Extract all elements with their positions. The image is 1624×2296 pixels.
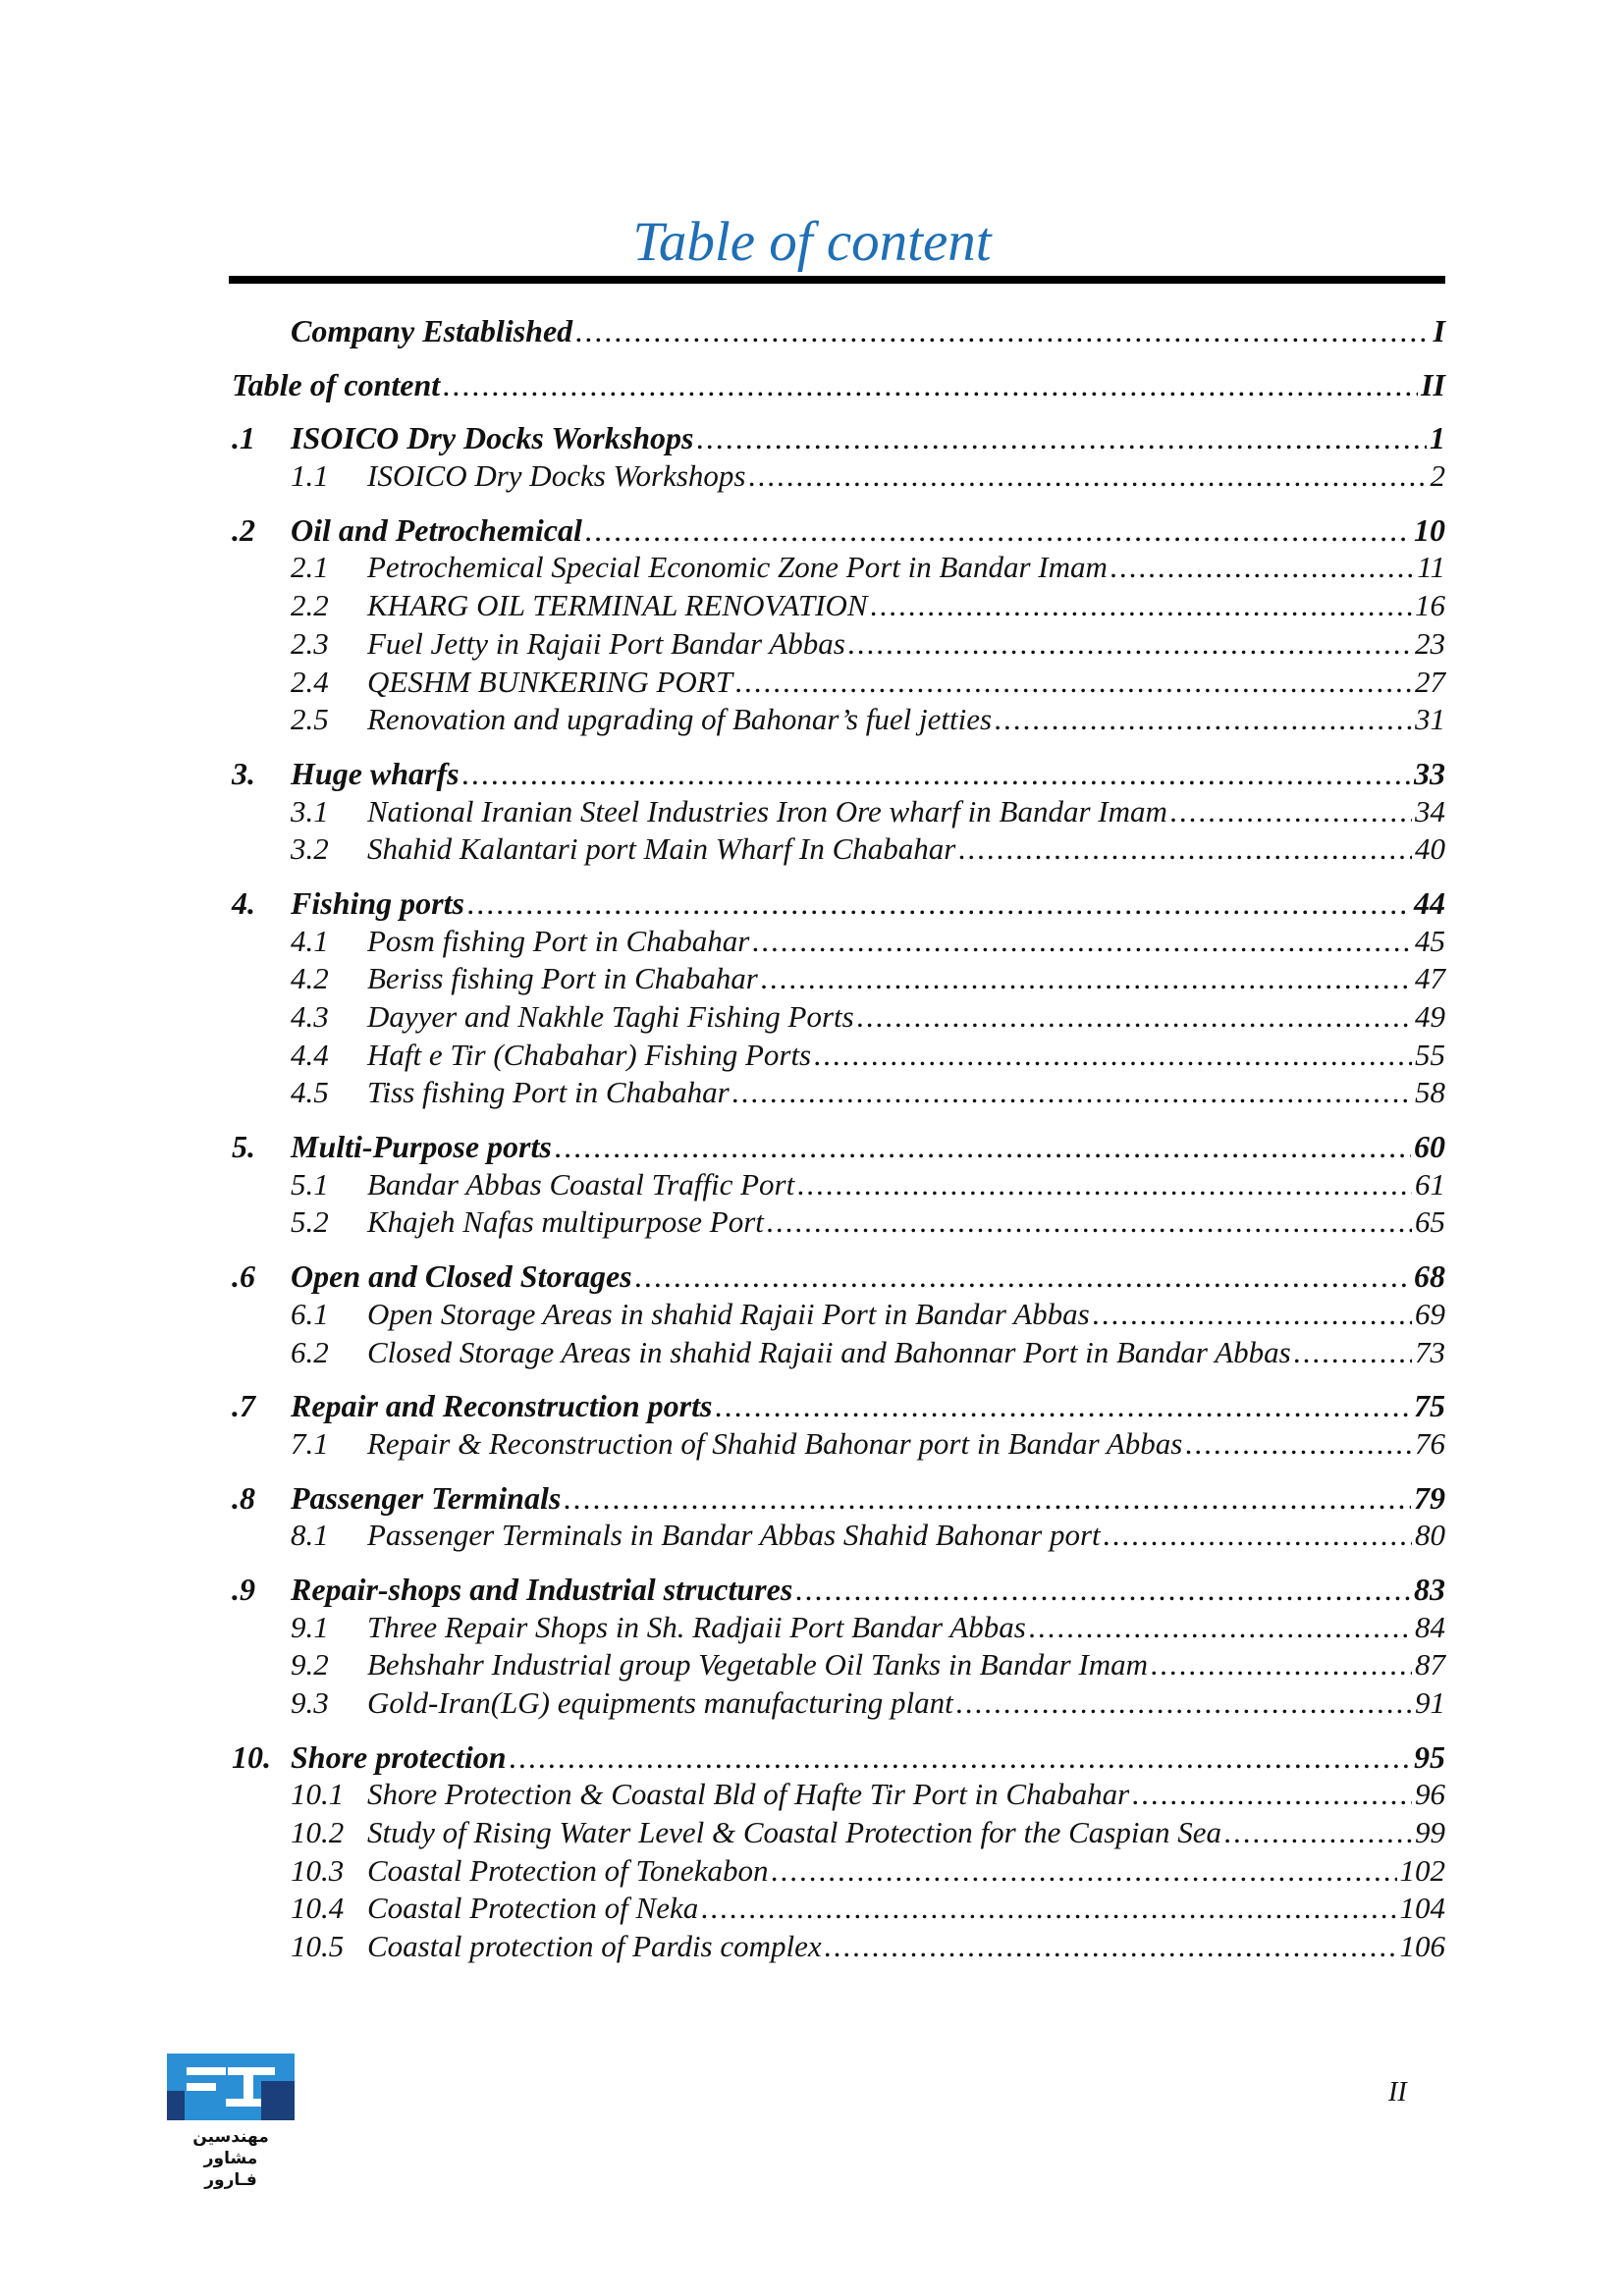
toc-entry-number: .2	[232, 511, 255, 548]
toc-entry-number: 10.3	[291, 1852, 345, 1888]
toc-entry-title: National Iranian Steel Industries Iron Ore wharf in Bandar Imam	[367, 793, 1167, 828]
toc-entry-page: 80	[1415, 1518, 1445, 1553]
toc-entry-page: 69	[1415, 1296, 1445, 1331]
toc-entry-page: 95	[1414, 1738, 1445, 1775]
toc-dot-leader	[748, 457, 1427, 496]
toc-dot-leader	[1093, 1296, 1412, 1334]
toc-entry[interactable]	[232, 457, 1445, 496]
toc-entry-number: 9.2	[291, 1647, 329, 1682]
toc-entry[interactable]	[232, 1609, 1445, 1647]
toc-dot-leader	[1151, 1646, 1412, 1684]
toc-entry-number: .9	[232, 1571, 255, 1607]
toc-entry-title: Petrochemical Special Economic Zone Port in Bandar Imam	[367, 550, 1108, 585]
logo-text	[167, 2126, 295, 2191]
toc-entry-page: 60	[1414, 1129, 1445, 1165]
toc-entry-number: 4.4	[291, 1037, 329, 1072]
toc-entry[interactable]	[232, 1852, 1445, 1891]
toc-entry-title: Renovation and upgrading of Bahonar’s fuel jetties	[367, 702, 993, 737]
toc-entry-title: ISOICO Dry Docks Workshops	[291, 420, 694, 456]
toc-entry[interactable]	[232, 1166, 1445, 1204]
toc-dot-leader	[871, 587, 1412, 625]
toc-entry-page: 33	[1414, 755, 1445, 791]
toc-entry-title: Khajeh Nafas multipurpose Port	[367, 1204, 764, 1240]
toc-entry-title: KHARG OIL TERMINAL RENOVATION	[367, 588, 868, 623]
toc-entry-page: 2	[1430, 458, 1445, 494]
toc-dot-leader	[1170, 793, 1412, 831]
toc-dot-leader	[1224, 1814, 1412, 1852]
toc-entry-page: 45	[1415, 923, 1445, 958]
toc-entry[interactable]	[232, 511, 1445, 550]
toc-entry[interactable]	[232, 1479, 1445, 1518]
toc-dot-leader	[732, 1074, 1412, 1112]
toc-entry[interactable]	[232, 1776, 1445, 1814]
toc-entry-number: 3.1	[291, 793, 329, 828]
toc-entry-title: Dayyer and Nakhle Taghi Fishing Ports	[367, 999, 854, 1034]
toc-entry[interactable]	[232, 1814, 1445, 1852]
logo-text-line1: مهندسین مشاور	[192, 2127, 269, 2168]
toc-entry-title: Oil and Petrochemical	[291, 511, 582, 548]
toc-dot-leader	[635, 1257, 1411, 1296]
toc-dot-leader	[585, 511, 1411, 550]
toc-entry-number: 10.1	[291, 1777, 345, 1812]
toc-entry-number: 4.5	[291, 1075, 329, 1110]
toc-entry-number: 3.2	[291, 831, 329, 867]
toc-entry-page: 84	[1415, 1609, 1445, 1644]
toc-entry-number: 6.1	[291, 1296, 329, 1331]
toc-entry[interactable]	[232, 701, 1445, 739]
company-logo	[167, 2054, 295, 2120]
toc-entry-page: 1	[1430, 420, 1445, 456]
toc-dot-leader	[752, 923, 1412, 961]
toc-dot-leader	[958, 830, 1412, 869]
toc-entry-number: 5.2	[291, 1204, 329, 1240]
toc-entry-number: .1	[232, 420, 255, 456]
toc-entry[interactable]	[232, 664, 1445, 702]
toc-entry-title: Shahid Kalantari port Main Wharf In Chabahar	[367, 831, 956, 867]
toc-entry[interactable]	[232, 998, 1445, 1037]
toc-entry-title: Posm fishing Port in Chabahar	[367, 923, 750, 958]
toc-entry-page: 79	[1414, 1479, 1445, 1516]
toc-entry-page: 61	[1415, 1166, 1445, 1201]
toc-entry-page: 102	[1399, 1852, 1445, 1888]
toc-entry-page: 96	[1415, 1777, 1445, 1812]
toc-entry-number: 1.1	[291, 458, 329, 494]
toc-entry-title: Passenger Terminals in Bandar Abbas Shahid Bahonar port	[367, 1518, 1101, 1553]
toc-entry-title: Repair-shops and Industrial structures	[291, 1571, 793, 1607]
toc-entry-page: 16	[1415, 588, 1445, 623]
toc-entry-number: 9.1	[291, 1609, 329, 1644]
toc-entry-page: 27	[1415, 664, 1445, 699]
toc-entry[interactable]	[232, 923, 1445, 961]
toc-dot-leader	[795, 1571, 1411, 1609]
toc-entry[interactable]	[232, 1037, 1445, 1075]
toc-entry[interactable]	[232, 587, 1445, 625]
toc-entry-title: Coastal protection of Pardis complex	[367, 1929, 822, 1964]
toc-dot-leader	[825, 1928, 1397, 1966]
page-title: Table of content	[632, 211, 992, 273]
toc-entry-title: Multi-Purpose ports	[291, 1129, 552, 1165]
toc-entry[interactable]	[232, 1128, 1445, 1166]
toc-dot-leader	[575, 312, 1430, 350]
toc-entry-title: Open Storage Areas in shahid Rajaii Port in Bandar Abbas	[367, 1296, 1090, 1331]
toc-entry-page: 31	[1415, 702, 1445, 737]
toc-entry-title: Table of content	[232, 366, 441, 402]
toc-entry-number: 2.2	[291, 588, 329, 623]
toc-entry-page: 44	[1414, 884, 1445, 921]
toc-entry[interactable]	[232, 1387, 1445, 1425]
toc-entry-title: Haft e Tir (Chabahar) Fishing Ports	[367, 1037, 812, 1072]
toc-entry-number: .7	[232, 1388, 255, 1424]
toc-entry[interactable]	[232, 1571, 1445, 1609]
toc-dot-leader	[797, 1166, 1412, 1204]
toc-dot-leader	[1132, 1776, 1412, 1814]
toc-dot-leader	[995, 701, 1412, 739]
toc-entry[interactable]	[232, 884, 1445, 923]
toc-entry-title: QESHM BUNKERING PORT	[367, 664, 732, 699]
toc-entry-number: 3.	[232, 755, 255, 791]
toc-entry[interactable]	[232, 960, 1445, 998]
toc-dot-leader	[814, 1037, 1412, 1075]
toc-entry-page: 87	[1415, 1647, 1445, 1682]
toc-entry-title: Fishing ports	[291, 884, 464, 921]
toc-entry[interactable]	[232, 549, 1445, 587]
toc-dot-leader	[462, 755, 1411, 793]
toc-entry-number: 4.3	[291, 999, 329, 1034]
toc-entry-number: .6	[232, 1258, 255, 1295]
toc-entry-title: Three Repair Shops in Sh. Radjaii Port Bandar Abbas	[367, 1609, 1026, 1644]
toc-entry-title: Repair and Reconstruction ports	[291, 1388, 713, 1424]
toc-entry-page: 65	[1415, 1204, 1445, 1240]
toc-entry[interactable]	[232, 1738, 1445, 1777]
toc-entry-title: Closed Storage Areas in shahid Rajaii and Bahonnar Port in Bandar Abbas	[367, 1334, 1291, 1369]
toc-entry-number: 4.	[232, 884, 255, 921]
toc-entry-page: 49	[1415, 999, 1445, 1034]
toc-entry-number: 2.5	[291, 702, 329, 737]
toc-entry-page: 91	[1415, 1685, 1445, 1720]
toc-dot-leader	[771, 1852, 1396, 1891]
toc-entry[interactable]	[232, 1646, 1445, 1684]
toc-entry-number: 2.1	[291, 550, 329, 585]
toc-dot-leader	[555, 1128, 1411, 1166]
title-underline	[229, 276, 1445, 284]
toc-entry-page: 104	[1399, 1891, 1445, 1926]
toc-entry-title: Shore Protection & Coastal Bld of Hafte Tir Port in Chabahar	[367, 1777, 1130, 1812]
toc-entry-number: 10.5	[291, 1929, 345, 1964]
toc-dot-leader	[510, 1738, 1411, 1777]
toc-entry[interactable]	[232, 625, 1445, 664]
toc-entry-title: Coastal Protection of Neka	[367, 1891, 699, 1926]
toc-entry-page: 34	[1415, 793, 1445, 828]
toc-entry[interactable]	[232, 1203, 1445, 1242]
toc-entry-title: Bandar Abbas Coastal Traffic Port	[367, 1166, 795, 1201]
toc-entry-number: 10.4	[291, 1891, 345, 1926]
toc-entry-page: 58	[1415, 1075, 1445, 1110]
toc-dot-leader	[735, 664, 1412, 702]
toc-entry-title: Huge wharfs	[291, 755, 460, 791]
toc-entry-page: 99	[1415, 1815, 1445, 1850]
toc-entry-page: 83	[1414, 1571, 1445, 1607]
toc-entry-number: 8.1	[291, 1518, 329, 1553]
toc-entry-number: 7.1	[291, 1425, 329, 1461]
logo-text-line2: فـارور	[204, 2170, 257, 2190]
toc-entry-page: 73	[1415, 1334, 1445, 1369]
toc-entry-title: Open and Closed Storages	[291, 1258, 632, 1295]
toc-entry-number: 5.	[232, 1129, 255, 1165]
toc-entry-number: 9.3	[291, 1685, 329, 1720]
toc-entry-title: Study of Rising Water Level & Coastal Protection for the Caspian Sea	[367, 1815, 1221, 1850]
toc-entry-title: ISOICO Dry Docks Workshops	[367, 458, 746, 494]
toc-entry-number: 10.	[232, 1738, 271, 1775]
toc-entry-number: .8	[232, 1479, 255, 1516]
toc-entry-page: 11	[1417, 550, 1445, 585]
toc-entry-page: 76	[1415, 1425, 1445, 1461]
toc-entry-page: 40	[1415, 831, 1445, 867]
toc-entry-title: Coastal Protection of Tonekabon	[367, 1852, 769, 1888]
toc-dot-leader	[848, 625, 1412, 664]
toc-entry-title: Beriss fishing Port in Chabahar	[367, 961, 758, 996]
footer-page-number: II	[1388, 2077, 1407, 2108]
toc-entry-page: 55	[1415, 1037, 1445, 1072]
toc-entry-number: 5.1	[291, 1166, 329, 1201]
table-of-contents	[232, 312, 1445, 1966]
toc-dot-leader	[1029, 1609, 1412, 1647]
toc-entry-page: 47	[1415, 961, 1445, 996]
toc-dot-leader	[956, 1684, 1412, 1723]
toc-dot-leader	[564, 1479, 1411, 1518]
toc-entry-title: Tiss fishing Port in Chabahar	[367, 1075, 730, 1110]
toc-dot-leader	[1110, 549, 1414, 587]
toc-entry[interactable]	[232, 830, 1445, 869]
toc-entry-page: I	[1433, 313, 1445, 348]
toc-entry-title: Passenger Terminals	[291, 1479, 562, 1516]
toc-entry-title: Gold-Iran(LG) equipments manufacturing plant	[367, 1685, 953, 1720]
toc-entry[interactable]	[232, 1684, 1445, 1723]
toc-entry[interactable]	[232, 419, 1445, 457]
toc-entry-page: 68	[1414, 1258, 1445, 1295]
toc-entry[interactable]	[232, 1517, 1445, 1555]
toc-entry-number: 10.2	[291, 1815, 345, 1850]
toc-dot-leader	[1104, 1517, 1412, 1555]
toc-entry[interactable]	[232, 793, 1445, 831]
toc-dot-leader	[443, 366, 1418, 404]
toc-entry-page: II	[1421, 366, 1445, 402]
toc-dot-leader	[761, 960, 1412, 998]
toc-entry-number: 6.2	[291, 1334, 329, 1369]
toc-dot-leader	[696, 419, 1427, 457]
toc-entry-page: 23	[1415, 625, 1445, 661]
toc-entry[interactable]	[232, 366, 1445, 404]
toc-entry-title: Repair & Reconstruction of Shahid Bahonar port in Bandar Abbas	[367, 1425, 1183, 1461]
toc-dot-leader	[857, 998, 1412, 1037]
toc-entry[interactable]	[232, 755, 1445, 793]
toc-dot-leader	[701, 1890, 1396, 1928]
toc-entry-page: 10	[1414, 511, 1445, 548]
toc-dot-leader	[1294, 1334, 1412, 1372]
toc-entry[interactable]	[232, 1928, 1445, 1966]
toc-entry[interactable]	[232, 1425, 1445, 1464]
toc-entry[interactable]	[232, 1890, 1445, 1928]
toc-entry-title: Behshahr Industrial group Vegetable Oil Tanks in Bandar Imam	[367, 1647, 1149, 1682]
toc-entry[interactable]	[232, 1334, 1445, 1372]
toc-entry-page: 75	[1414, 1388, 1445, 1424]
toc-dot-leader	[715, 1387, 1411, 1425]
toc-entry-number: 2.3	[291, 625, 329, 661]
toc-entry[interactable]	[232, 312, 1445, 350]
toc-dot-leader	[467, 884, 1411, 923]
toc-entry-title: Shore protection	[291, 1738, 507, 1775]
toc-entry-page: 106	[1399, 1929, 1445, 1964]
toc-entry-title: Company Established	[291, 313, 573, 348]
toc-entry-number: 2.4	[291, 664, 329, 699]
toc-entry[interactable]	[232, 1257, 1445, 1296]
toc-entry[interactable]	[232, 1074, 1445, 1112]
toc-entry-number: 4.2	[291, 961, 329, 996]
toc-entry-title: Fuel Jetty in Rajaii Port Bandar Abbas	[367, 625, 845, 661]
toc-dot-leader	[1185, 1425, 1412, 1464]
toc-dot-leader	[767, 1203, 1412, 1242]
toc-entry[interactable]	[232, 1296, 1445, 1334]
toc-entry-number: 4.1	[291, 923, 329, 958]
